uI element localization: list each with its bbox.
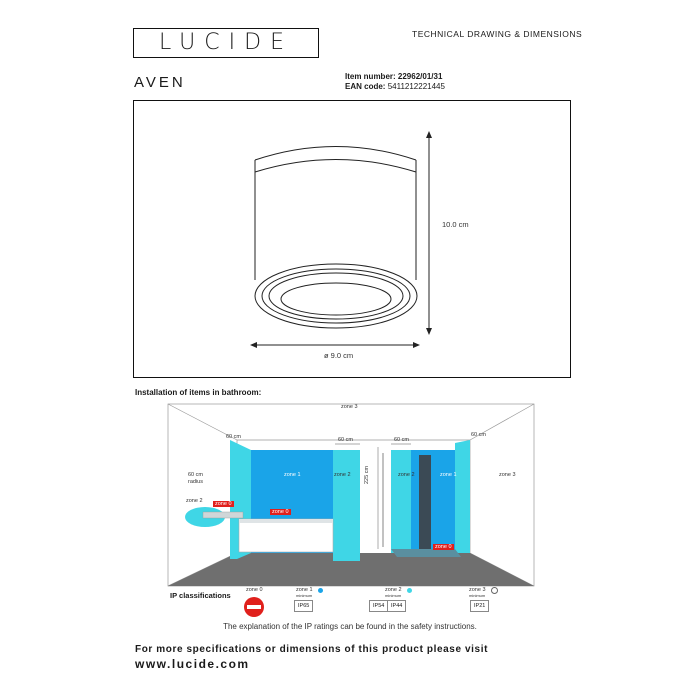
no-entry-icon (243, 596, 265, 618)
document-type: TECHNICAL DRAWING & DIMENSIONS (412, 29, 583, 39)
item-number-row (345, 72, 442, 81)
ip44-tag: IP44 (387, 600, 406, 612)
ip-zone3-sub: minimum (469, 593, 486, 598)
ean-value: 5411212221445 (387, 82, 445, 91)
diameter-dimension-label: ø 9.0 cm (324, 351, 354, 360)
zone1-shower-label: zone 1 (440, 472, 457, 478)
height-dimension-label: 10.0 cm (442, 220, 469, 229)
ip65-tag: IP65 (294, 600, 313, 612)
dist-60-left-label: 60 cm (226, 434, 241, 440)
dist-60-bath-label: 60 cm (338, 437, 353, 443)
product-name: AVEN (134, 74, 186, 91)
bathroom-zones-diagram (165, 401, 537, 589)
item-number-value: 22962/01/31 (397, 72, 443, 81)
zone2-dot-icon (407, 588, 412, 593)
zone2-shower-label: zone 2 (398, 472, 415, 478)
ip-zone1-sub: minimum (296, 593, 313, 598)
ean-row (345, 82, 445, 91)
radius-label: 60 cm radius (188, 472, 203, 485)
zone0-sink-badge: zone 0 (215, 501, 232, 507)
brand-logo: LUCIDE (133, 28, 319, 58)
item-number-label: Item number: (345, 72, 396, 81)
height-225-label: 225 cm (364, 465, 370, 484)
ip-zone2-sub: minimum (385, 593, 402, 598)
more-info-text: For more specifications or dimensions of this product please visit (135, 644, 488, 655)
zone1-dot-icon (318, 588, 323, 593)
ip54-tag: IP54 (369, 600, 388, 612)
ip-zone2-label: zone 2 (385, 587, 402, 593)
ip-classifications-title: IP classifications (170, 591, 231, 600)
ip-zone3-label: zone 3 (469, 587, 486, 593)
dist-60-right-label: 60 cm (471, 432, 486, 438)
fixture-drawing (133, 100, 571, 378)
zone2-sink-label: zone 2 (186, 498, 203, 504)
zone3-dot-icon (491, 587, 498, 594)
zone0-shower-badge: zone 0 (435, 544, 452, 550)
ip21-tag: IP21 (470, 600, 489, 612)
dist-60-shower-label: 60 cm (394, 437, 409, 443)
ean-label: EAN code: (345, 82, 386, 91)
zone2-bath-label: zone 2 (334, 472, 351, 478)
zone3-right-label: zone 3 (499, 472, 516, 478)
website-link[interactable]: www.lucide.com (135, 657, 250, 671)
zone0-bath-badge: zone 0 (272, 509, 289, 515)
ip-explanation-note: The explanation of the IP ratings can be found in the safety instructions. (223, 622, 477, 631)
ip-zone1-label: zone 1 (296, 587, 313, 593)
ip-zone0-label: zone 0 (246, 587, 263, 593)
zone3-top-label: zone 3 (341, 404, 358, 410)
zone1-bath-label: zone 1 (284, 472, 301, 478)
bathroom-section-title: Installation of items in bathroom: (135, 388, 262, 397)
